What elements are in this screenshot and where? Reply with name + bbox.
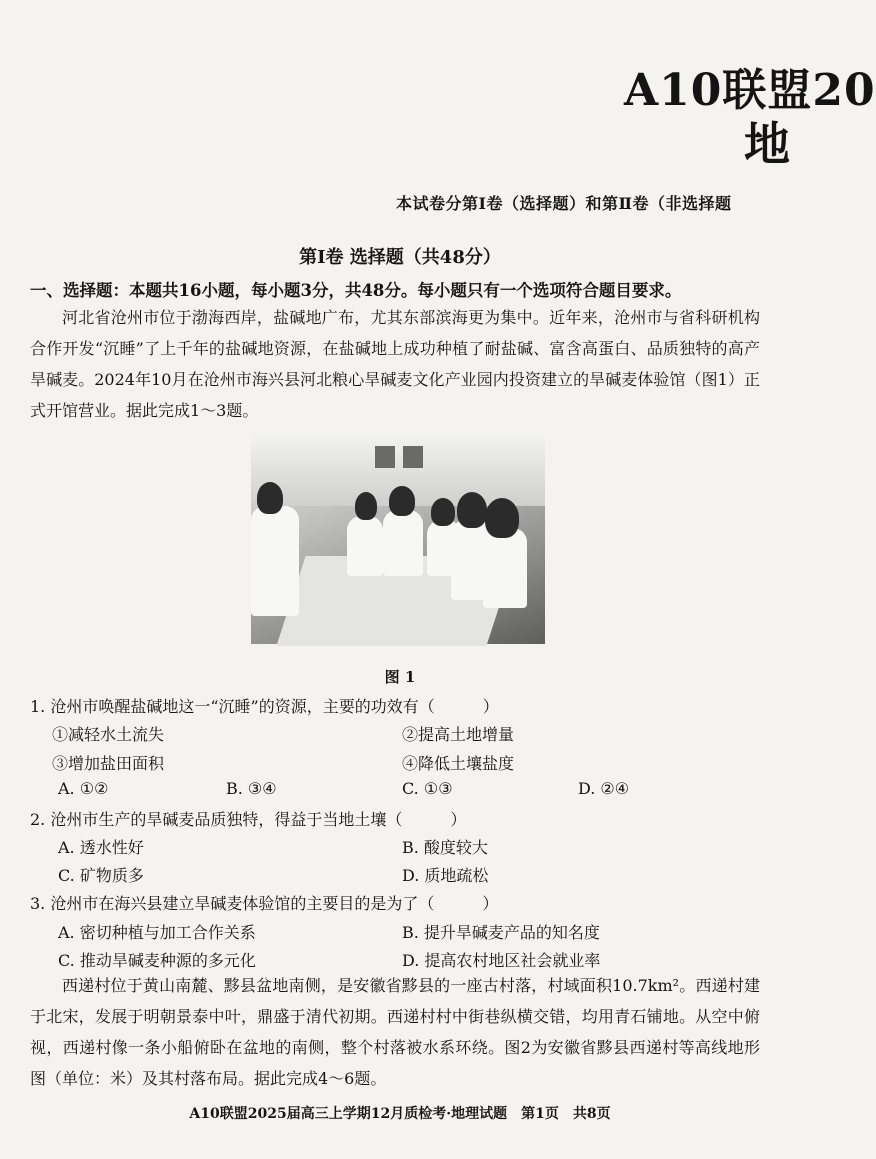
figure-1-photo xyxy=(251,436,545,644)
photo-person-head xyxy=(431,498,455,526)
photo-person-head xyxy=(485,498,519,538)
q1-statement-3: ③增加盐田面积 xyxy=(52,754,165,773)
passage-1-text: 河北省沧州市位于渤海西岸，盐碱地广布，尤其东部滨海更为集中。近年来，沧州市与省科研机构合作开发“沉睡”了上千年的盐碱地资源，在盐碱地上成功种植了耐盐碱、富含高蛋白、品质独特的高产旱碱麦。2024年10月在沧州市海兴县河北粮心旱碱麦文化产业园内投资建立的旱碱麦体验馆（图1）正式开馆营业。据此完成1～3题。 xyxy=(30,308,760,420)
photo-person xyxy=(251,506,299,616)
passage-2 xyxy=(30,970,760,1094)
subject-title: 地 xyxy=(744,117,790,171)
section-title: 第Ⅰ卷 选择题（共48分） xyxy=(299,247,501,268)
q3-option-c: C. 推动旱碱麦种源的多元化 xyxy=(58,951,256,970)
q1-option-a: A. ①② xyxy=(58,779,109,798)
q1-option-c: C. ①③ xyxy=(402,779,453,798)
passage-1 xyxy=(30,302,760,426)
photo-person-head xyxy=(257,482,283,514)
q2-option-c: C. 矿物质多 xyxy=(58,866,144,885)
section-instruction: 一、选择题：本题共16小题，每小题3分，共48分。每小题只有一个选项符合题目要求。 xyxy=(30,281,682,300)
photo-person-head xyxy=(389,486,415,516)
q3-option-b: B. 提升旱碱麦产品的知名度 xyxy=(402,923,600,942)
question-3-stem: 3. 沧州市在海兴县建立旱碱麦体验馆的主要目的是为了（ ） xyxy=(30,894,499,913)
photo-person xyxy=(483,528,527,608)
q1-option-b: B. ③④ xyxy=(226,779,277,798)
exam-brand: A10联盟20 xyxy=(624,65,876,116)
q3-option-d: D. 提高农村地区社会就业率 xyxy=(402,951,601,970)
q1-statement-4: ④降低土壤盐度 xyxy=(402,754,515,773)
q3-option-a: A. 密切种植与加工合作关系 xyxy=(58,923,256,942)
photo-sign xyxy=(403,446,423,468)
photo-person-head xyxy=(355,492,377,520)
question-1-stem: 1. 沧州市唤醒盐碱地这一“沉睡”的资源，主要的功效有（ ） xyxy=(30,697,499,716)
photo-person xyxy=(347,516,383,576)
page-footer: A10联盟2025届高三上学期12月质检考·地理试题 第1页 共8页 xyxy=(189,1106,611,1122)
q1-statement-1: ①减轻水土流失 xyxy=(52,725,165,744)
passage-2-text: 西递村位于黄山南麓、黟县盆地南侧，是安徽省黟县的一座古村落，村域面积10.7km²。西递村建于北宋，发展于明朝景泰中叶，鼎盛于清代初期。西递村村中街巷纵横交错，均用青石铺地。从空中俯视，西递村像一条小船俯卧在盆地的南侧，整个村落被水系环绕。图2为安徽省黟县西递村等高线地形图（单位：米）及其村落布局。据此完成4～6题。 xyxy=(30,976,760,1088)
paper-note: 本试卷分第Ⅰ卷（选择题）和第Ⅱ卷（非选择题 xyxy=(396,194,732,213)
q2-option-d: D. 质地疏松 xyxy=(402,866,489,885)
photo-person-head xyxy=(457,492,487,528)
figure-1-caption: 图 1 xyxy=(384,668,416,686)
q2-option-b: B. 酸度较大 xyxy=(402,838,488,857)
q2-option-a: A. 透水性好 xyxy=(58,838,144,857)
question-2-stem: 2. 沧州市生产的旱碱麦品质独特，得益于当地土壤（ ） xyxy=(30,810,467,829)
q1-option-d: D. ②④ xyxy=(578,779,630,798)
q1-statement-2: ②提高土地增量 xyxy=(402,725,515,744)
photo-person xyxy=(383,510,423,576)
photo-sign xyxy=(375,446,395,468)
